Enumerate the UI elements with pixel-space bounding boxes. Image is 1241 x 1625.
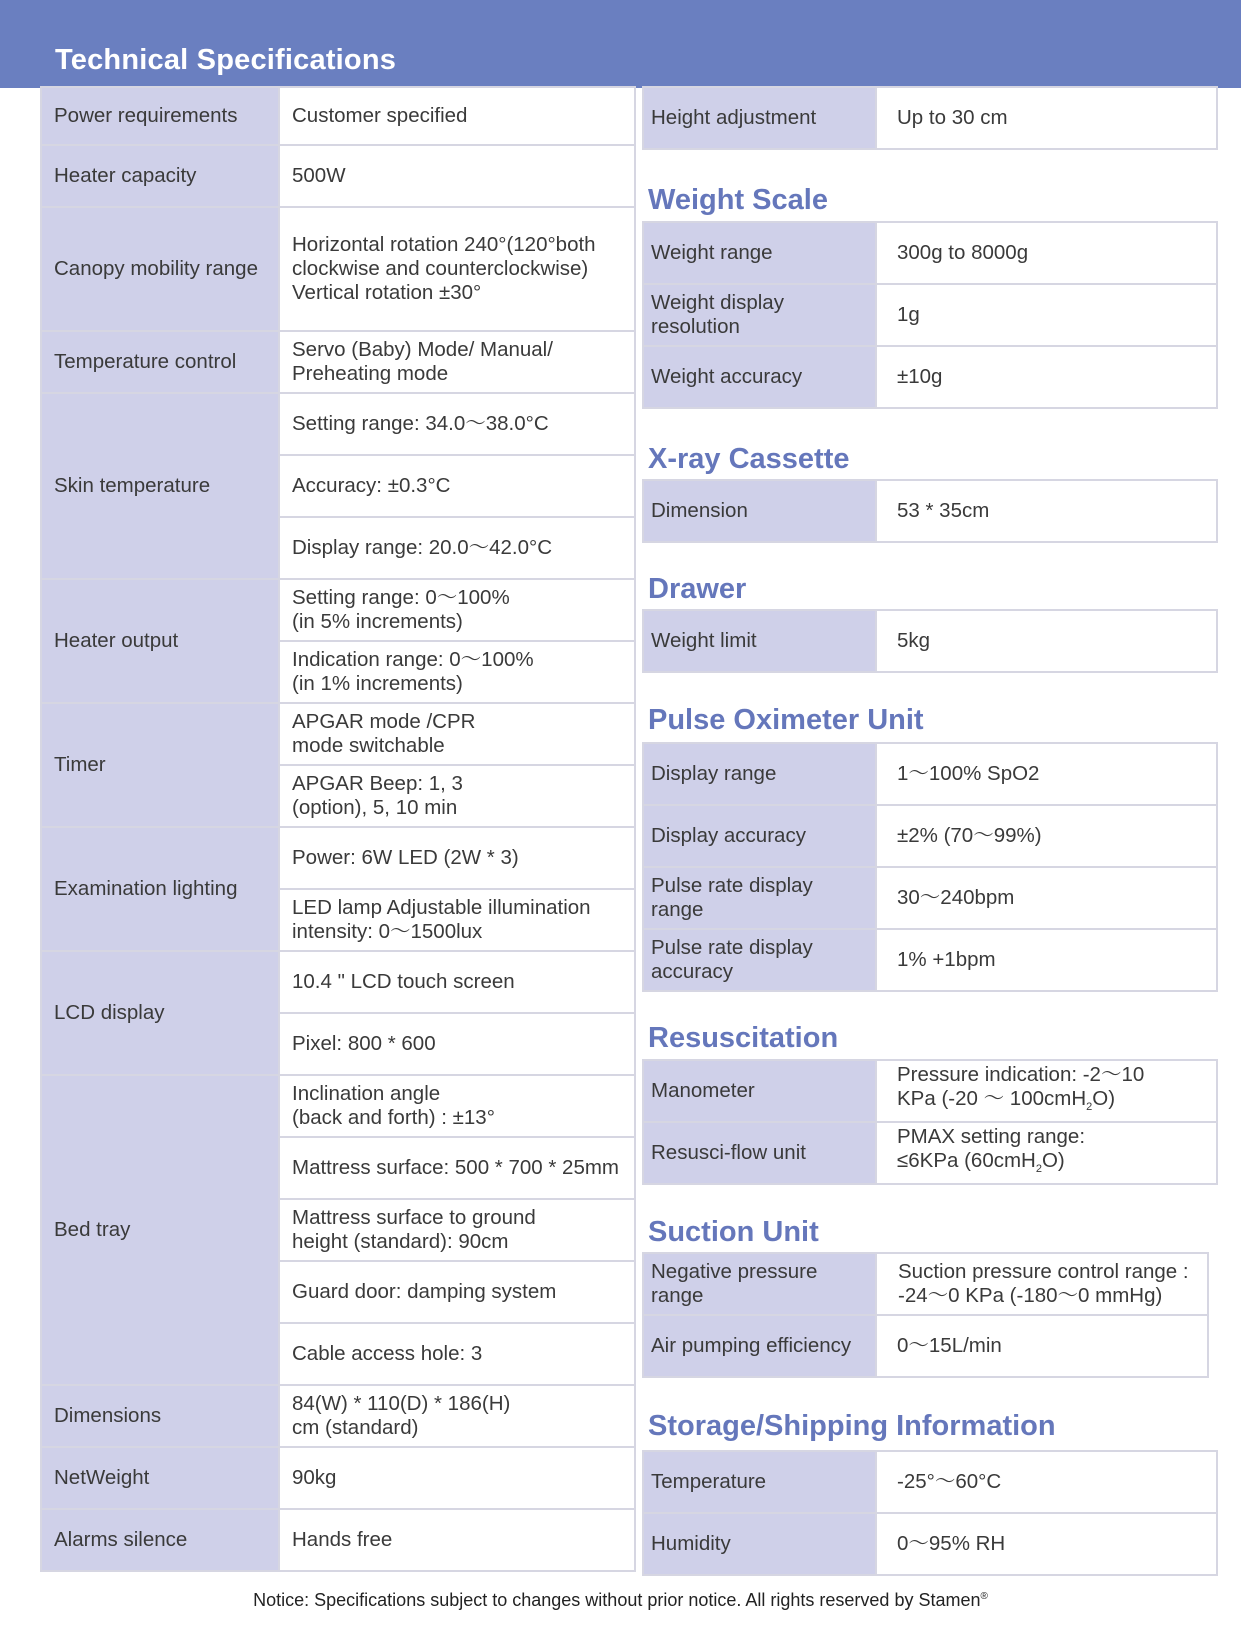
spec-label: Display accuracy (643, 805, 876, 867)
spec-value (279, 579, 635, 641)
spec-label: Skin temperature (41, 393, 279, 579)
spec-label: Power requirements (41, 87, 279, 145)
spec-line: clockwise and counterclockwise) (292, 257, 589, 280)
table-row (643, 222, 1217, 284)
table-row (643, 1513, 1217, 1575)
spec-label: Temperature (643, 1451, 876, 1513)
page-title: Technical Specifications (55, 44, 397, 76)
spec-text: ≤6KPa (60cmH (897, 1148, 1036, 1172)
section-title-resuscitation: Resuscitation (648, 1022, 839, 1054)
spec-line: Pulse rate display (651, 936, 813, 959)
spec-label: Display range (643, 743, 876, 805)
spec-label: NetWeight (41, 1447, 279, 1509)
spec-label: Bed tray (41, 1075, 279, 1385)
spec-line: LED lamp Adjustable illumination (292, 896, 591, 919)
spec-label (643, 929, 876, 991)
table-row (643, 480, 1217, 542)
resuscitation-table (642, 1059, 1218, 1185)
table-row (643, 805, 1217, 867)
table-row (41, 579, 635, 641)
spec-label: Dimensions (41, 1385, 279, 1447)
spec-label: Timer (41, 703, 279, 827)
spec-value (279, 207, 635, 331)
spec-line: Preheating mode (292, 362, 449, 385)
table-row (41, 1385, 635, 1447)
spec-value (279, 1199, 635, 1261)
spec-label: LCD display (41, 951, 279, 1075)
spec-line: PMAX setting range: (897, 1124, 1086, 1148)
spec-label: Air pumping efficiency (643, 1315, 876, 1377)
spec-value (279, 765, 635, 827)
spec-value: 30～240bpm (876, 867, 1217, 929)
spec-line (897, 1149, 1204, 1181)
spec-line: accuracy (651, 960, 734, 983)
table-row (41, 827, 635, 889)
section-title-storage-shipping: Storage/Shipping Information (648, 1410, 1056, 1442)
spec-value: Cable access hole: 3 (279, 1323, 635, 1385)
spec-text: KPa (-20 ～ 100cmH (897, 1086, 1087, 1110)
spec-label: Weight range (643, 222, 876, 284)
spec-value: -25°～60°C (876, 1451, 1217, 1513)
spec-line: Suction pressure control range : (898, 1260, 1189, 1283)
spec-value: 53 * 35cm (876, 480, 1217, 542)
spec-line: -24～0 KPa (-180～0 mmHg) (898, 1284, 1163, 1307)
table-row (643, 1315, 1208, 1377)
spec-value: Display range: 20.0～42.0°C (279, 517, 635, 579)
spec-value (279, 889, 635, 951)
table-row (41, 1509, 635, 1571)
spec-line: (option), 5, 10 min (292, 796, 458, 819)
table-row (643, 610, 1217, 672)
table-row (643, 284, 1217, 346)
table-row (41, 951, 635, 1013)
spec-value (876, 1253, 1208, 1315)
spec-value: Power: 6W LED (2W * 3) (279, 827, 635, 889)
table-row (643, 87, 1217, 149)
table-row (41, 87, 635, 145)
storage-shipping-table (642, 1450, 1218, 1576)
registered-mark: ® (980, 1591, 988, 1602)
spec-line: (back and forth) : ±13° (292, 1106, 495, 1129)
spec-value (279, 703, 635, 765)
spec-value: 500W (279, 145, 635, 207)
section-title-pulse-oximeter: Pulse Oximeter Unit (648, 704, 924, 736)
spec-line: height (standard): 90cm (292, 1230, 509, 1253)
spec-line: APGAR mode /CPR (292, 710, 476, 733)
spec-value (876, 1122, 1217, 1184)
table-row (643, 1060, 1217, 1122)
spec-label: Manometer (643, 1060, 876, 1122)
spec-line: Horizontal rotation 240°(120°both (292, 233, 596, 256)
spec-value: 1g (876, 284, 1217, 346)
spec-label: Weight limit (643, 610, 876, 672)
spec-value: 1% +1bpm (876, 929, 1217, 991)
spec-label: Examination lighting (41, 827, 279, 951)
spec-value: ±10g (876, 346, 1217, 408)
spec-line: APGAR Beep: 1, 3 (292, 772, 463, 795)
spec-label: Alarms silence (41, 1509, 279, 1571)
spec-label: Height adjustment (643, 87, 876, 149)
table-row (41, 393, 635, 455)
spec-line: (in 5% increments) (292, 610, 463, 633)
height-adjustment-table (642, 86, 1218, 150)
spec-value: 0～95% RH (876, 1513, 1217, 1575)
table-row (41, 703, 635, 765)
xray-cassette-table (642, 479, 1218, 543)
spec-text: O) (1041, 1148, 1065, 1172)
spec-line: Setting range: 0～100% (292, 586, 510, 609)
spec-value: Accuracy: ±0.3°C (279, 455, 635, 517)
table-row (643, 743, 1217, 805)
spec-value: ±2% (70～99%) (876, 805, 1217, 867)
spec-label: Weight display resolution (643, 284, 876, 346)
footer-notice (0, 1590, 1241, 1611)
spec-line: mode switchable (292, 734, 445, 757)
spec-label: Temperature control (41, 331, 279, 393)
table-row (643, 929, 1217, 991)
spec-value: Customer specified (279, 87, 635, 145)
drawer-table (642, 609, 1218, 673)
table-row (41, 1447, 635, 1509)
suction-unit-table (642, 1252, 1209, 1378)
table-row (41, 331, 635, 393)
spec-value (876, 1060, 1217, 1122)
spec-value: 300g to 8000g (876, 222, 1217, 284)
spec-line: cm (standard) (292, 1416, 419, 1439)
subscript: 2 (1035, 1163, 1042, 1176)
table-row (41, 145, 635, 207)
spec-line: (in 1% increments) (292, 672, 463, 695)
spec-text: O) (1092, 1086, 1116, 1110)
table-row (643, 867, 1217, 929)
spec-value (279, 1075, 635, 1137)
spec-value (279, 641, 635, 703)
spec-value: Up to 30 cm (876, 87, 1217, 149)
spec-value: 90kg (279, 1447, 635, 1509)
subscript: 2 (1086, 1101, 1093, 1114)
spec-value: 10.4 " LCD touch screen (279, 951, 635, 1013)
spec-value: Setting range: 34.0～38.0°C (279, 393, 635, 455)
spec-line: intensity: 0～1500lux (292, 920, 483, 943)
pulse-oximeter-table (642, 742, 1218, 992)
spec-label: Heater capacity (41, 145, 279, 207)
section-title-suction-unit: Suction Unit (648, 1216, 819, 1248)
spec-label: Heater output (41, 579, 279, 703)
spec-value: Pixel: 800 * 600 (279, 1013, 635, 1075)
spec-value: 5kg (876, 610, 1217, 672)
table-row (643, 1451, 1217, 1513)
section-title-xray-cassette: X-ray Cassette (648, 443, 850, 475)
spec-value: Mattress surface: 500 * 700 * 25mm (279, 1137, 635, 1199)
spec-value: 0～15L/min (876, 1315, 1208, 1377)
spec-label: Resusci-flow unit (643, 1122, 876, 1184)
spec-line: Vertical rotation ±30° (292, 281, 482, 304)
spec-value: Hands free (279, 1509, 635, 1571)
spec-line: Inclination angle (292, 1082, 441, 1105)
table-row (643, 346, 1217, 408)
section-title-drawer: Drawer (648, 573, 747, 605)
spec-value: Guard door: damping system (279, 1261, 635, 1323)
spec-label: Canopy mobility range (41, 207, 279, 331)
spec-label: Negative pressure range (643, 1253, 876, 1315)
table-row (643, 1253, 1208, 1315)
spec-line: Servo (Baby) Mode/ Manual/ (292, 338, 553, 361)
spec-label: Pulse rate display range (643, 867, 876, 929)
spec-line: 84(W) * 110(D) * 186(H) (292, 1392, 511, 1415)
spec-line (897, 1087, 1204, 1119)
spec-value (279, 1385, 635, 1447)
spec-label: Humidity (643, 1513, 876, 1575)
table-row (41, 207, 635, 331)
main-spec-table (40, 86, 636, 1572)
weight-scale-table (642, 221, 1218, 409)
spec-line: Mattress surface to ground (292, 1206, 536, 1229)
spec-value: 1～100% SpO2 (876, 743, 1217, 805)
spec-line: Pressure indication: -2～10 (897, 1062, 1145, 1086)
spec-label: Dimension (643, 480, 876, 542)
table-row (643, 1122, 1217, 1184)
notice-text: Notice: Specifications subject to changes without prior notice. All rights reserved by Stamen (253, 1590, 981, 1610)
spec-label: Weight accuracy (643, 346, 876, 408)
spec-line: Indication range: 0～100% (292, 648, 534, 671)
table-row (41, 1075, 635, 1137)
spec-value (279, 331, 635, 393)
section-title-weight-scale: Weight Scale (648, 184, 828, 216)
